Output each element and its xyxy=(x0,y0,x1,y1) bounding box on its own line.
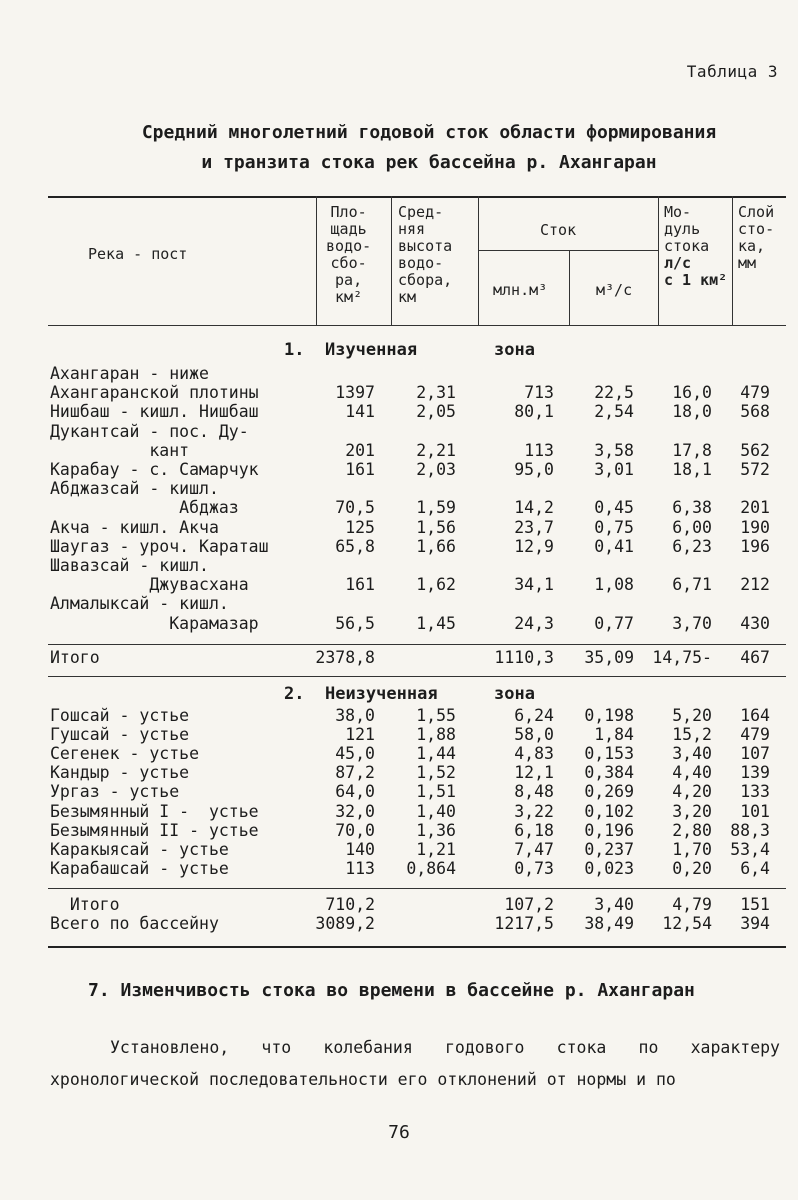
cell-m3s: 2,54 xyxy=(594,402,634,422)
header-bottom-rule xyxy=(48,325,786,326)
header-runoff: Сток xyxy=(540,221,577,239)
table-row xyxy=(50,725,790,745)
cell-m3s: 3,58 xyxy=(594,440,634,460)
cell-area: 32,0 xyxy=(335,801,375,821)
table-row xyxy=(50,537,790,557)
cell-mln: 14,2 xyxy=(514,498,554,518)
cell-mod: 6,00 xyxy=(672,517,712,537)
cell-height: 1,55 xyxy=(416,706,456,725)
header-layer: Слой сто- ка, мм xyxy=(738,203,775,272)
cell-layer: 101 xyxy=(740,801,770,821)
cell-m3s: 0,77 xyxy=(594,613,634,633)
cell-area: 70,0 xyxy=(335,820,375,840)
title-line-1: Средний многолетний годовой сток области формирования xyxy=(141,122,717,143)
zone-2-word: зона xyxy=(494,684,535,704)
cell-layer: 107 xyxy=(740,744,770,764)
cell-height: 1,52 xyxy=(416,763,456,783)
header-divider xyxy=(658,196,659,325)
cell-mln: 6,18 xyxy=(514,820,554,840)
header-area: Пло- щадь водо- сбо- ра, км² xyxy=(326,203,372,306)
cell-mod: 1,70 xyxy=(672,839,712,859)
runoff-sub-rule xyxy=(478,250,658,251)
zone-2-total-rule xyxy=(48,888,786,889)
cell-area: 125 xyxy=(345,517,375,537)
cell-area: 161 xyxy=(345,575,375,595)
cell-mln: 713 xyxy=(524,383,554,403)
cell-height: 0,864 xyxy=(406,858,456,878)
cell-area: 56,5 xyxy=(335,613,375,633)
header-height: Сред- няя высота водо- сбора, км xyxy=(398,203,453,306)
cell-river: Абджаз xyxy=(50,498,239,518)
cell-m3s: 0,198 xyxy=(584,706,634,725)
table-row xyxy=(50,402,790,422)
header-divider xyxy=(569,250,570,325)
zone-2-total-row: Итого 710,2 107,2 3,40 4,79 151 xyxy=(50,895,770,914)
cell-mln: 12,9 xyxy=(514,536,554,556)
cell-m3s: 3,01 xyxy=(594,460,634,479)
cell-river: Безымянный II - устье xyxy=(50,820,259,840)
cell-mod: 3,20 xyxy=(672,801,712,821)
table-row xyxy=(50,706,790,726)
cell-river: Джувасхана xyxy=(50,575,249,595)
cell-m3s: 0,41 xyxy=(594,536,634,556)
cell-layer: 53,4 xyxy=(730,839,770,859)
cell-river: Дукантсай - пос. Ду- xyxy=(50,421,249,441)
cell-river: Ахангаран - ниже xyxy=(50,364,209,383)
cell-river: Ахангаранской плотины xyxy=(50,383,259,403)
cell-mod: 2,80 xyxy=(672,820,712,840)
cell-river: Каракыясай - устье xyxy=(50,839,229,859)
cell-height: 2,05 xyxy=(416,402,456,422)
cell-mod: 3,70 xyxy=(672,613,712,633)
cell-m3s: 0,269 xyxy=(584,782,634,802)
cell-layer: 190 xyxy=(740,517,770,537)
cell-m3s: 0,45 xyxy=(594,498,634,518)
cell-mod: 15,2 xyxy=(672,725,712,745)
cell-area: 201 xyxy=(345,440,375,460)
zone-2-heading: 2. Неизученная xyxy=(284,684,438,704)
cell-area: 121 xyxy=(345,725,375,745)
cell-mod: 6,23 xyxy=(672,536,712,556)
table-row xyxy=(50,840,790,860)
cell-layer: 572 xyxy=(740,460,770,479)
table-row xyxy=(50,744,790,764)
cell-m3s: 0,153 xyxy=(584,744,634,764)
cell-height: 2,31 xyxy=(416,383,456,403)
cell-river: Карамазар xyxy=(50,613,259,633)
zone-1-total-rule xyxy=(48,644,786,645)
header-m3s: м³/с xyxy=(596,281,633,299)
cell-area: 65,8 xyxy=(335,536,375,556)
cell-river: Кандыр - устье xyxy=(50,763,190,783)
cell-mod: 5,20 xyxy=(672,706,712,725)
cell-layer: 479 xyxy=(740,383,770,403)
cell-mod: 16,0 xyxy=(672,383,712,403)
zone-2-top-rule xyxy=(48,676,786,677)
header-mln: млн.м³ xyxy=(493,281,548,299)
cell-river: Акча - кишл. Акча xyxy=(50,517,219,537)
table-row xyxy=(50,802,790,822)
table-row xyxy=(50,441,790,461)
cell-river: Карабау - с. Самарчук xyxy=(50,460,259,479)
zone-1-total-row: Итого 2378,8 1110,3 35,09 14,75- 467 xyxy=(50,648,770,667)
cell-layer: 88,3 xyxy=(730,820,770,840)
title-line-2: и транзита стока рек бассейна р. Ахангаран xyxy=(201,152,657,173)
cell-mod: 0,20 xyxy=(672,858,712,878)
cell-mln: 80,1 xyxy=(514,402,554,422)
cell-river: Шаугаз - уроч. Караташ xyxy=(50,536,269,556)
cell-height: 1,36 xyxy=(416,820,456,840)
cell-layer: 562 xyxy=(740,440,770,460)
cell-mln: 0,73 xyxy=(514,858,554,878)
header-modulus: Мо- дуль стока л/с с 1 км² xyxy=(664,203,728,289)
cell-height: 1,21 xyxy=(416,839,456,859)
cell-mln: 12,1 xyxy=(514,763,554,783)
cell-mln: 6,24 xyxy=(514,706,554,725)
cell-river: Гошсай - устье xyxy=(50,706,190,725)
cell-mln: 3,22 xyxy=(514,801,554,821)
cell-area: 140 xyxy=(345,839,375,859)
cell-height: 1,44 xyxy=(416,744,456,764)
cell-river: Шавазсай - кишл. xyxy=(50,556,209,575)
cell-river: Абджазсай - кишл. xyxy=(50,479,219,499)
cell-river: Сегенек - устье xyxy=(50,744,200,764)
cell-area: 1397 xyxy=(335,383,375,403)
cell-layer: 196 xyxy=(740,536,770,556)
cell-height: 2,21 xyxy=(416,440,456,460)
cell-layer: 164 xyxy=(740,706,770,725)
cell-area: 70,5 xyxy=(335,498,375,518)
cell-river: Карабашсай - устье xyxy=(50,858,229,878)
table-row xyxy=(50,614,790,634)
table-row xyxy=(50,594,790,614)
table-row xyxy=(50,575,790,595)
cell-mod: 4,20 xyxy=(672,782,712,802)
cell-mln: 7,47 xyxy=(514,839,554,859)
grand-total-row: Всего по бассейну 3089,2 1217,5 38,49 12,54 394 xyxy=(50,914,770,933)
cell-m3s: 0,196 xyxy=(584,820,634,840)
cell-layer: 139 xyxy=(740,763,770,783)
cell-mod: 3,40 xyxy=(672,744,712,764)
table-row xyxy=(50,763,790,783)
cell-area: 141 xyxy=(345,402,375,422)
table-row xyxy=(50,422,790,442)
cell-height: 1,88 xyxy=(416,725,456,745)
cell-mod: 6,71 xyxy=(672,575,712,595)
header-divider xyxy=(732,196,733,325)
cell-mod: 18,0 xyxy=(672,402,712,422)
cell-height: 1,62 xyxy=(416,575,456,595)
cell-mod: 18,1 xyxy=(672,460,712,479)
cell-river: Безымянный I - устье xyxy=(50,801,259,821)
cell-area: 87,2 xyxy=(335,763,375,783)
zone-1-heading: 1. Изученная xyxy=(284,340,418,360)
cell-m3s: 1,08 xyxy=(594,575,634,595)
table-row xyxy=(50,518,790,538)
table-row xyxy=(50,821,790,841)
cell-height: 2,03 xyxy=(416,460,456,479)
cell-area: 113 xyxy=(345,858,375,878)
cell-height: 1,56 xyxy=(416,517,456,537)
cell-m3s: 0,237 xyxy=(584,839,634,859)
cell-river: Нишбаш - кишл. Нишбаш xyxy=(50,402,259,422)
table-row xyxy=(50,479,790,499)
cell-layer: 479 xyxy=(740,725,770,745)
cell-height: 1,45 xyxy=(416,613,456,633)
table-row xyxy=(50,460,790,480)
table-row xyxy=(50,383,790,403)
cell-mln: 24,3 xyxy=(514,613,554,633)
cell-m3s: 0,384 xyxy=(584,763,634,783)
cell-m3s: 0,102 xyxy=(584,801,634,821)
cell-layer: 133 xyxy=(740,782,770,802)
cell-mln: 4,83 xyxy=(514,744,554,764)
cell-height: 1,59 xyxy=(416,498,456,518)
body-paragraph: Установлено, что колебания годового стока по характеру хронологической последовательности его отклонений от нормы и по xyxy=(50,1038,780,1089)
cell-mod: 6,38 xyxy=(672,498,712,518)
cell-height: 1,40 xyxy=(416,801,456,821)
table-top-rule xyxy=(48,196,786,198)
cell-height: 1,66 xyxy=(416,536,456,556)
cell-area: 45,0 xyxy=(335,744,375,764)
cell-mod: 4,40 xyxy=(672,763,712,783)
table-row xyxy=(50,556,790,576)
table-row xyxy=(50,782,790,802)
cell-river: кант xyxy=(50,440,190,460)
cell-area: 64,0 xyxy=(335,782,375,802)
table-bottom-rule xyxy=(48,946,786,948)
cell-river: Гушсай - устье xyxy=(50,725,190,745)
cell-layer: 212 xyxy=(740,575,770,595)
cell-mod: 17,8 xyxy=(672,440,712,460)
cell-river: Алмалыксай - кишл. xyxy=(50,594,229,614)
cell-layer: 430 xyxy=(740,613,770,633)
cell-mln: 58,0 xyxy=(514,725,554,745)
cell-layer: 201 xyxy=(740,498,770,518)
cell-m3s: 1,84 xyxy=(594,725,634,745)
page-number: 76 xyxy=(388,1122,410,1143)
zone-1-word: зона xyxy=(494,340,535,360)
cell-m3s: 22,5 xyxy=(594,383,634,403)
table-row xyxy=(50,364,790,384)
table-row xyxy=(50,859,790,879)
cell-height: 1,51 xyxy=(416,782,456,802)
cell-river: Ургаз - устье xyxy=(50,782,180,802)
cell-area: 161 xyxy=(345,460,375,479)
cell-mln: 34,1 xyxy=(514,575,554,595)
cell-area: 38,0 xyxy=(335,706,375,725)
table-label: Таблица 3 xyxy=(686,62,778,81)
cell-mln: 8,48 xyxy=(514,782,554,802)
table-title xyxy=(0,118,798,178)
section-heading: 7. Изменчивость стока во времени в бассейне р. Ахангаран xyxy=(88,980,695,1001)
cell-m3s: 0,023 xyxy=(584,858,634,878)
header-divider xyxy=(391,196,392,325)
header-divider xyxy=(478,196,479,325)
header-river: Река - пост xyxy=(88,245,188,263)
table-row xyxy=(50,498,790,518)
cell-layer: 6,4 xyxy=(740,858,770,878)
cell-mln: 95,0 xyxy=(514,460,554,479)
header-divider xyxy=(316,196,317,325)
cell-mln: 23,7 xyxy=(514,517,554,537)
cell-m3s: 0,75 xyxy=(594,517,634,537)
cell-layer: 568 xyxy=(740,402,770,422)
cell-mln: 113 xyxy=(524,440,554,460)
